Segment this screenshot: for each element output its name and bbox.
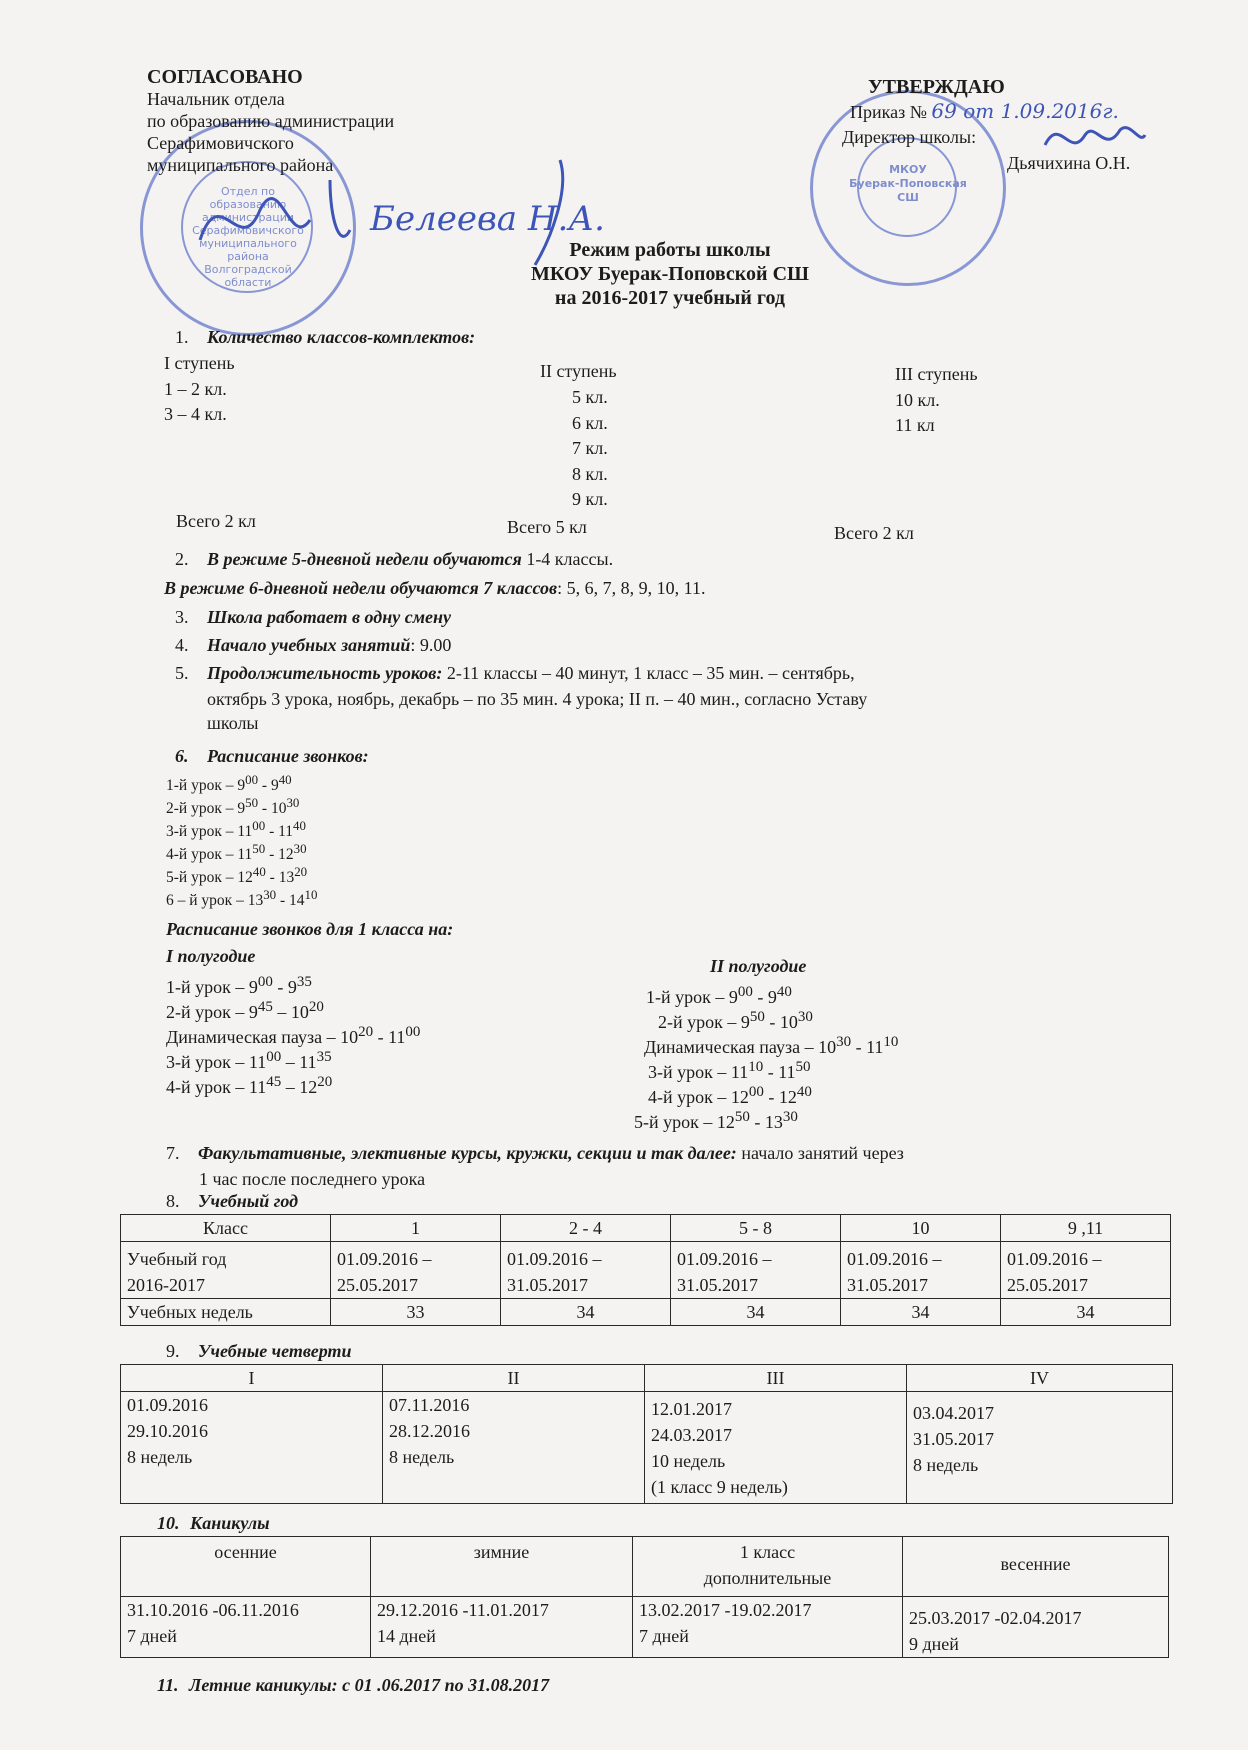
grade-level-3 [895,363,978,440]
grade-level-2-total: Всего 5 кл [507,517,587,537]
table-cell: 01.09.2016 – 25.05.2017 [331,1242,501,1299]
section-10-title: Каникулы [190,1513,270,1533]
quarters-header-row [121,1365,1173,1392]
grade-level-3-total: Всего 2 кл [834,523,914,543]
approval-right-director: Директор школы: [842,127,977,147]
table-cell: 25.03.2017 -02.04.2017 9 дней [903,1597,1169,1658]
table-cell: 01.09.2016 29.10.2016 8 недель [121,1392,383,1504]
table-header-cell: осенние [121,1537,371,1597]
section-2-line-2 [164,577,705,599]
quarters-row [121,1392,1173,1504]
grade-level-1-head: I ступень [164,353,235,373]
second-half-year [634,955,899,1132]
table-cell: 01.09.2016 – 31.05.2017 [841,1242,1001,1299]
table-cell: 33 [331,1299,501,1326]
second-half-row: Динамическая пауза – $10^{30} - 11^{10}$ [644,1034,899,1057]
bell-row: 3-й урок – $11^{00} - 11^{40}$ [166,818,306,841]
document-title [420,238,920,310]
table-header-cell: Класс [121,1215,331,1242]
table-cell: 12.01.2017 24.03.2017 10 недель (1 класс 9 недель) [645,1392,907,1504]
second-half-row: 1-й урок – $9^{00} - 9^{40}$ [646,984,792,1007]
approval-right-order-handwritten: 69 от 1.09.2016г. [931,99,1119,123]
section-9-title: Учебные четверти [198,1341,352,1361]
grade-level-1-item: 3 – 4 кл. [164,404,227,424]
section-8-heading [166,1190,298,1212]
table-cell: 34 [501,1299,671,1326]
section-2 [175,548,613,570]
holidays-table [120,1536,1169,1658]
table-header-cell: 5 - 8 [671,1215,841,1242]
first-half-row: Динамическая пауза – $10^{20} - 11^{00}$ [166,1024,421,1047]
table-header-cell: 2 - 4 [501,1215,671,1242]
section-5-number: 5. [175,663,189,683]
bell-row: 6 – й урок – $13^{30} - 14^{10}$ [166,887,318,910]
section-11 [157,1674,549,1696]
table-header-cell: зимние [371,1537,633,1597]
table-header-cell: III [645,1365,907,1392]
bell-row: 4-й урок – $11^{50} - 12^{30}$ [166,841,307,864]
approval-left-line: Начальник отдела [147,89,285,109]
bell-row: 5-й урок – $12^{40} - 13^{20}$ [166,864,308,887]
table-header-cell: 1 класс дополнительные [633,1537,903,1597]
table-cell: 03.04.2017 31.05.2017 8 недель [907,1392,1173,1504]
section-2-line-2-value: : 5, 6, 7, 8, 9, 10, 11. [557,578,706,598]
section-2-line-2-label: В режиме 6-дневной недели обучаются 7 классов [164,578,558,598]
section-3 [175,606,451,628]
grade-level-2-item: 9 кл. [572,489,608,509]
first-half-row: 1-й урок – $9^{00} - 9^{35}$ [166,974,312,997]
section-6-heading [175,745,369,767]
section-11-label: Летние каникулы: с 01 .06.2017 по 31.08.2017 [189,1675,550,1695]
section-4-value: : 9.00 [410,635,452,655]
section-7-label: Факультативные, элективные курсы, кружки, секции и так далее: [198,1143,737,1163]
approval-left [147,64,394,176]
grade-level-3-head: III ступень [895,364,978,384]
section-2-number: 2. [175,549,189,569]
grade-level-1 [164,352,235,429]
section-4-label: Начало учебных занятий [207,635,411,655]
table-header-cell: II [383,1365,645,1392]
section-7-value-line-2: 1 час после последнего урока [199,1169,426,1189]
academic-year-table [120,1214,1171,1326]
grade-level-2-item: 7 кл. [572,438,608,458]
grade-level-2-item: 5 кл. [572,387,608,407]
first-half-row: 4-й урок – $11^{45} - 12^{20}$ [166,1074,333,1097]
title-line-3: на 2016-2017 учебный год [554,287,786,309]
section-5-label: Продолжительность уроков: [207,663,443,683]
second-half-row: 5-й урок – $12^{50} - 13^{30}$ [634,1109,798,1132]
section-7 [166,1142,904,1192]
stamp-right: МКОУ Буерак-Поповская СШ [810,90,1006,286]
section-9-number: 9. [166,1341,180,1361]
section-5 [175,662,867,736]
section-5-value-line-2: октябрь 3 урока, ноябрь, декабрь – по 35 мин. 4 урока; II п. – 40 мин., согласно Уставу [207,689,868,709]
approval-right-name: Дьячихина О.Н. [1007,153,1131,173]
table-cell: 01.09.2016 – 31.05.2017 [501,1242,671,1299]
second-half-row: 3-й урок – $11^{10} - 11^{50}$ [648,1059,811,1082]
table-row-label: Учебных недель [121,1299,331,1326]
academic-year-header-row [121,1215,1171,1242]
table-cell: 13.02.2017 -19.02.2017 7 дней [633,1597,903,1658]
section-11-number: 11. [157,1675,179,1695]
grade-level-2-item: 8 кл. [572,463,608,484]
table-header-cell: I [121,1365,383,1392]
section-7-value-line-1: начало занятий через [736,1143,904,1163]
bell-schedule [166,770,317,908]
table-header-cell: IV [907,1365,1173,1392]
section-5-value-line-3: школы [207,713,259,733]
second-half-row: 2-й урок – $9^{50} - 10^{30}$ [658,1009,813,1032]
grade-level-1-total: Всего 2 кл [176,511,256,531]
table-cell: 29.12.2016 -11.01.2017 14 дней [371,1597,633,1658]
section-6-title: Расписание звонков: [207,746,369,766]
section-3-label: Школа работает в одну смену [207,607,452,627]
section-1-title: Количество классов-комплектов: [207,327,476,347]
academic-weeks-row [121,1299,1171,1326]
first-half-row: 3-й урок – $11^{00} - 11^{35}$ [166,1049,332,1072]
approval-left-heading: СОГЛАСОВАНО [147,66,303,88]
grade-level-2-head: II ступень [540,361,617,381]
quarters-table [120,1364,1173,1504]
academic-year-dates-row [121,1242,1171,1299]
section-8-title: Учебный год [198,1191,299,1211]
table-cell: 01.09.2016 – 31.05.2017 [671,1242,841,1299]
section-9-heading [166,1340,351,1362]
title-line-2: МКОУ Буерак-Поповской СШ [531,263,809,285]
section-2-label: В режиме 5-дневной недели обучаются [207,549,522,569]
table-cell: 34 [671,1299,841,1326]
table-header-cell: 1 [331,1215,501,1242]
table-header-cell: весенние [903,1537,1169,1597]
approval-left-line: по образованию администрации [147,111,395,131]
table-cell: 34 [1001,1299,1171,1326]
section-1-heading [175,326,475,348]
signature-left-text: Белеева Н.А. [370,199,605,239]
section-4-number: 4. [175,635,189,655]
approval-right [842,74,1130,178]
section-6-number: 6. [175,746,189,766]
first-half-year [166,945,420,1096]
section-2-value: 1-4 классы. [521,549,614,569]
first-class-bells-title: Расписание звонков для 1 класса на: [166,919,454,939]
grade-level-3-item: 10 кл. [895,389,940,410]
stamp-left: Отдел по образованию администрации Серафимовичского муниципального района Волгоградской области [140,120,356,336]
section-5-value-line-1: 2-11 классы – 40 минут, 1 класс – 35 мин. – сентябрь, [442,663,855,683]
section-1-number: 1. [175,327,189,347]
second-half-year-title: II полугодие [710,956,807,976]
table-cell: 34 [841,1299,1001,1326]
bell-row: 1-й урок – $9^{00} - 9^{40}$ [166,772,292,795]
holidays-header-row [121,1537,1169,1597]
table-cell: 07.11.2016 28.12.2016 8 недель [383,1392,645,1504]
section-10-heading [157,1512,270,1534]
grade-level-3-item: 11 кл [895,415,935,435]
grade-level-1-item: 1 – 2 кл. [164,378,227,399]
table-cell: 31.10.2016 -06.11.2016 7 дней [121,1597,371,1658]
table-cell: 01.09.2016 – 25.05.2017 [1001,1242,1171,1299]
table-header-cell: 10 [841,1215,1001,1242]
bell-row: 2-й урок – $9^{50} - 10^{30}$ [166,795,300,818]
grade-level-2 [540,360,617,514]
first-half-year-title: I полугодие [166,946,256,966]
section-8-number: 8. [166,1191,180,1211]
approval-left-line: Серафимовичского [147,133,294,153]
first-half-row: 2-й урок – $9^{45} - 10^{20}$ [166,999,324,1022]
section-7-number: 7. [166,1143,180,1163]
table-row-label: Учебный год 2016-2017 [121,1242,331,1299]
section-3-number: 3. [175,607,189,627]
section-4 [175,634,451,656]
grade-level-2-item: 6 кл. [572,412,608,433]
section-10-number: 10. [157,1513,180,1533]
title-line-1: Режим работы школы [569,239,771,261]
holidays-row [121,1597,1169,1658]
second-half-row: 4-й урок – $12^{00} - 12^{40}$ [648,1084,812,1107]
approval-right-order: Приказ № [850,102,927,122]
approval-left-line: муниципального района [147,155,334,175]
approval-right-heading: УТВЕРЖДАЮ [868,76,1005,98]
table-header-cell: 9 ,11 [1001,1215,1171,1242]
